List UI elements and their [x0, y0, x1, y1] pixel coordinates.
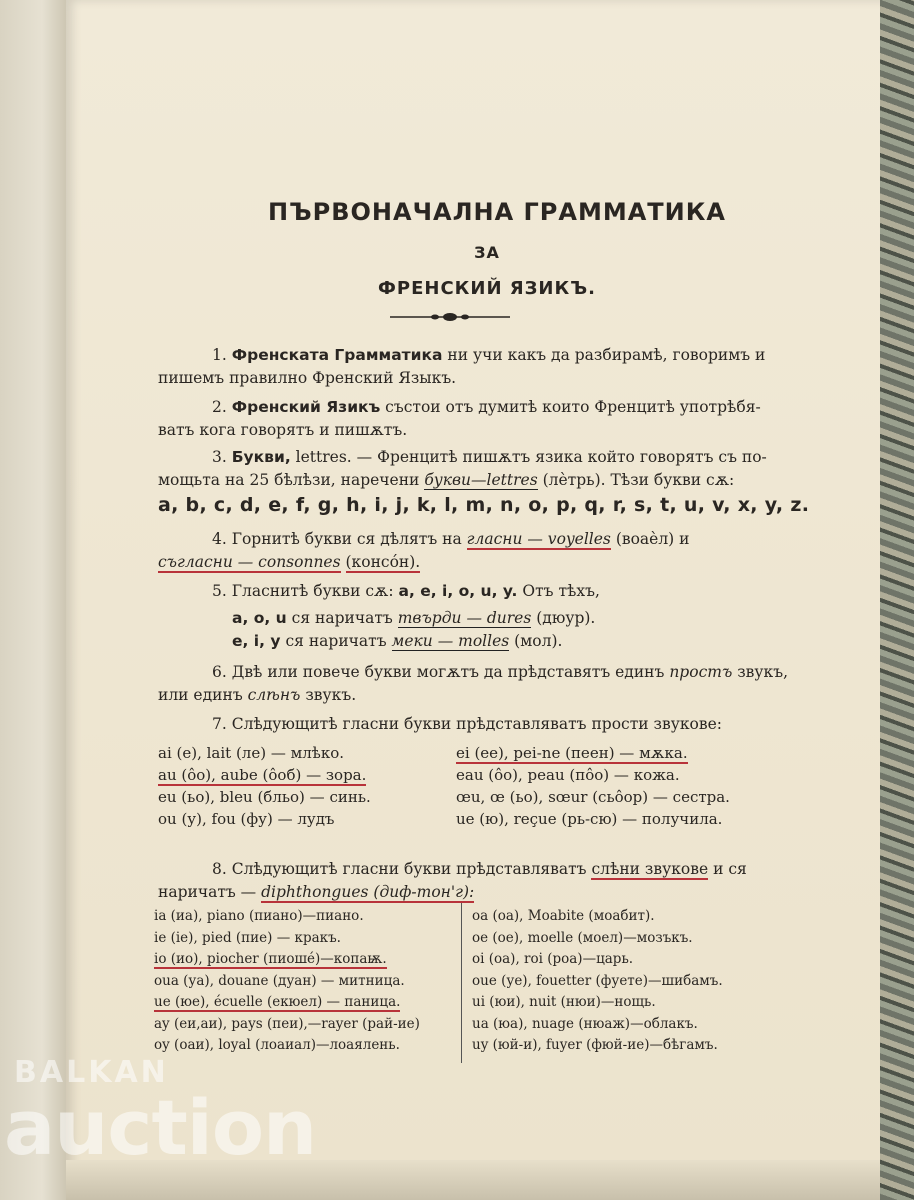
paragraph-2-line1: 2. Френский Язикъ състои отъ думитѣ които Френцитѣ употрѣбя- — [212, 398, 761, 416]
paragraph-1-line1: 1. Френската Грамматика ни учи какъ да разбирамѣ, говоримъ и — [212, 346, 766, 364]
paragraph-3-line2: мощьта на 25 бѣлѣзи, наречени букви—lettres (лѐтрь). Тѣзи букви сѫ: — [158, 471, 735, 489]
diphthongs-right — [472, 906, 723, 1057]
list-item: ia (иа), piano (пиано)—пиано. — [154, 908, 364, 924]
paragraph-4-line2: съгласни — consonnes (консо́н). — [158, 553, 421, 571]
list-item: ui (юи), nuit (нюи)—нощь. — [472, 994, 656, 1010]
left-page-edge — [0, 0, 70, 1200]
ornament-divider — [390, 312, 510, 322]
paragraph-6-line1: 6. Двѣ или повече букви могѫтъ да прѣдставятъ единъ простъ звукъ, — [212, 663, 788, 681]
list-item: ai (е), lait (ле) — млѣко. — [158, 744, 345, 762]
list-item: ei (ее), pei-ne (пеен) — мѫка. — [456, 744, 688, 762]
list-item: œu, œ (ьо), sœur (сьôор) — сестра. — [456, 788, 730, 806]
list-item: oua (уа), douane (дуан) — митница. — [154, 972, 405, 989]
list-item: uy (юй-и), fuyer (фюй-ие)—бѣгамъ. — [472, 1037, 718, 1053]
page-subtitle: ФРЕНСКИЙ ЯЗИКЪ. — [378, 278, 596, 299]
diphthongs-left — [154, 906, 420, 1057]
list-item: ue (ю), reçue (рь-сю) — получила. — [456, 810, 723, 828]
paragraph-8-line1: 8. Слѣдующитѣ гласни букви прѣдставляватъ слѣни звукове и ся — [212, 860, 747, 878]
list-item: oa (оа), Moabite (моабит). — [472, 908, 655, 924]
list-item: au (ôо), aube (ôоб) — зора. — [158, 766, 367, 784]
paragraph-5-line3: e, i, y ся наричатъ меки — molles (мол). — [232, 632, 563, 650]
paragraph-6-line2: или единъ слѣнъ звукъ. — [158, 686, 357, 704]
list-item: ay (еи,аи), pays (пеи),—rayer (рай-ие) — [154, 1015, 420, 1032]
simple-sounds-left — [158, 742, 371, 830]
list-item: oy (оаи), loyal (лоаиал)—лоаялень. — [154, 1037, 400, 1053]
paragraph-1-line2: пишемъ правилно Френский Языкъ. — [158, 369, 457, 387]
alphabet-list: a, b, c, d, e, f, g, h, i, j, k, l, m, n, o, p, q, r, s, t, u, v, x, y, z. — [158, 494, 810, 516]
paragraph-4-line1: 4. Горнитѣ букви ся дѣлятъ на гласни — voyelles (воаѐл) и — [212, 530, 690, 548]
paragraph-2-line2: ватъ кога говорятъ и пишѫтъ. — [158, 421, 408, 439]
simple-sounds-right — [456, 742, 730, 830]
paragraph-7: 7. Слѣдующитѣ гласни букви прѣдставляватъ прости звукове: — [212, 715, 722, 733]
list-item: ua (юа), nuage (нюаж)—облакъ. — [472, 1015, 698, 1032]
page-title: ПЪРВОНАЧАЛНА ГРАММАТИКА — [268, 198, 726, 226]
title-connector: ЗА — [474, 243, 500, 262]
column-divider — [461, 903, 462, 1063]
watermark-top: BALKAN — [14, 1055, 169, 1090]
list-item: ie (ie), pied (пие) — кракъ. — [154, 929, 341, 946]
list-item: oe (ое), moelle (моел)—мозъкъ. — [472, 929, 693, 946]
list-item: io (ио), piocher (пиошé)—копаѭ. — [154, 951, 387, 967]
paragraph-8-line2: наричатъ — diphthongues (диф-тон'г): — [158, 883, 475, 901]
list-item: oi (оа), roi (роа)—царь. — [472, 951, 634, 967]
paragraph-5-line1: 5. Гласнитѣ букви сѫ: a, e, i, o, u, y. Отъ тѣхъ, — [212, 582, 600, 600]
paragraph-5-line2: a, o, u ся наричатъ твърди — dures (дюур). — [232, 609, 596, 627]
list-item: ou (у), fou (фу) — лудъ — [158, 810, 335, 828]
list-item: eu (ьо), bleu (бльо) — синь. — [158, 788, 371, 806]
list-item: ue (юе), écuelle (екюел) — паница. — [154, 994, 401, 1010]
watermark-bottom: auction — [4, 1083, 317, 1172]
list-item: oue (уе), fouetter (фуете)—шибамъ. — [472, 972, 723, 989]
book-spine — [880, 0, 914, 1200]
paragraph-3-line1: 3. Букви, lettres. — Френцитѣ пишѫтъ язика който говорятъ съ по- — [212, 448, 767, 466]
list-item: eau (ôо), peau (пôо) — кожа. — [456, 766, 680, 784]
